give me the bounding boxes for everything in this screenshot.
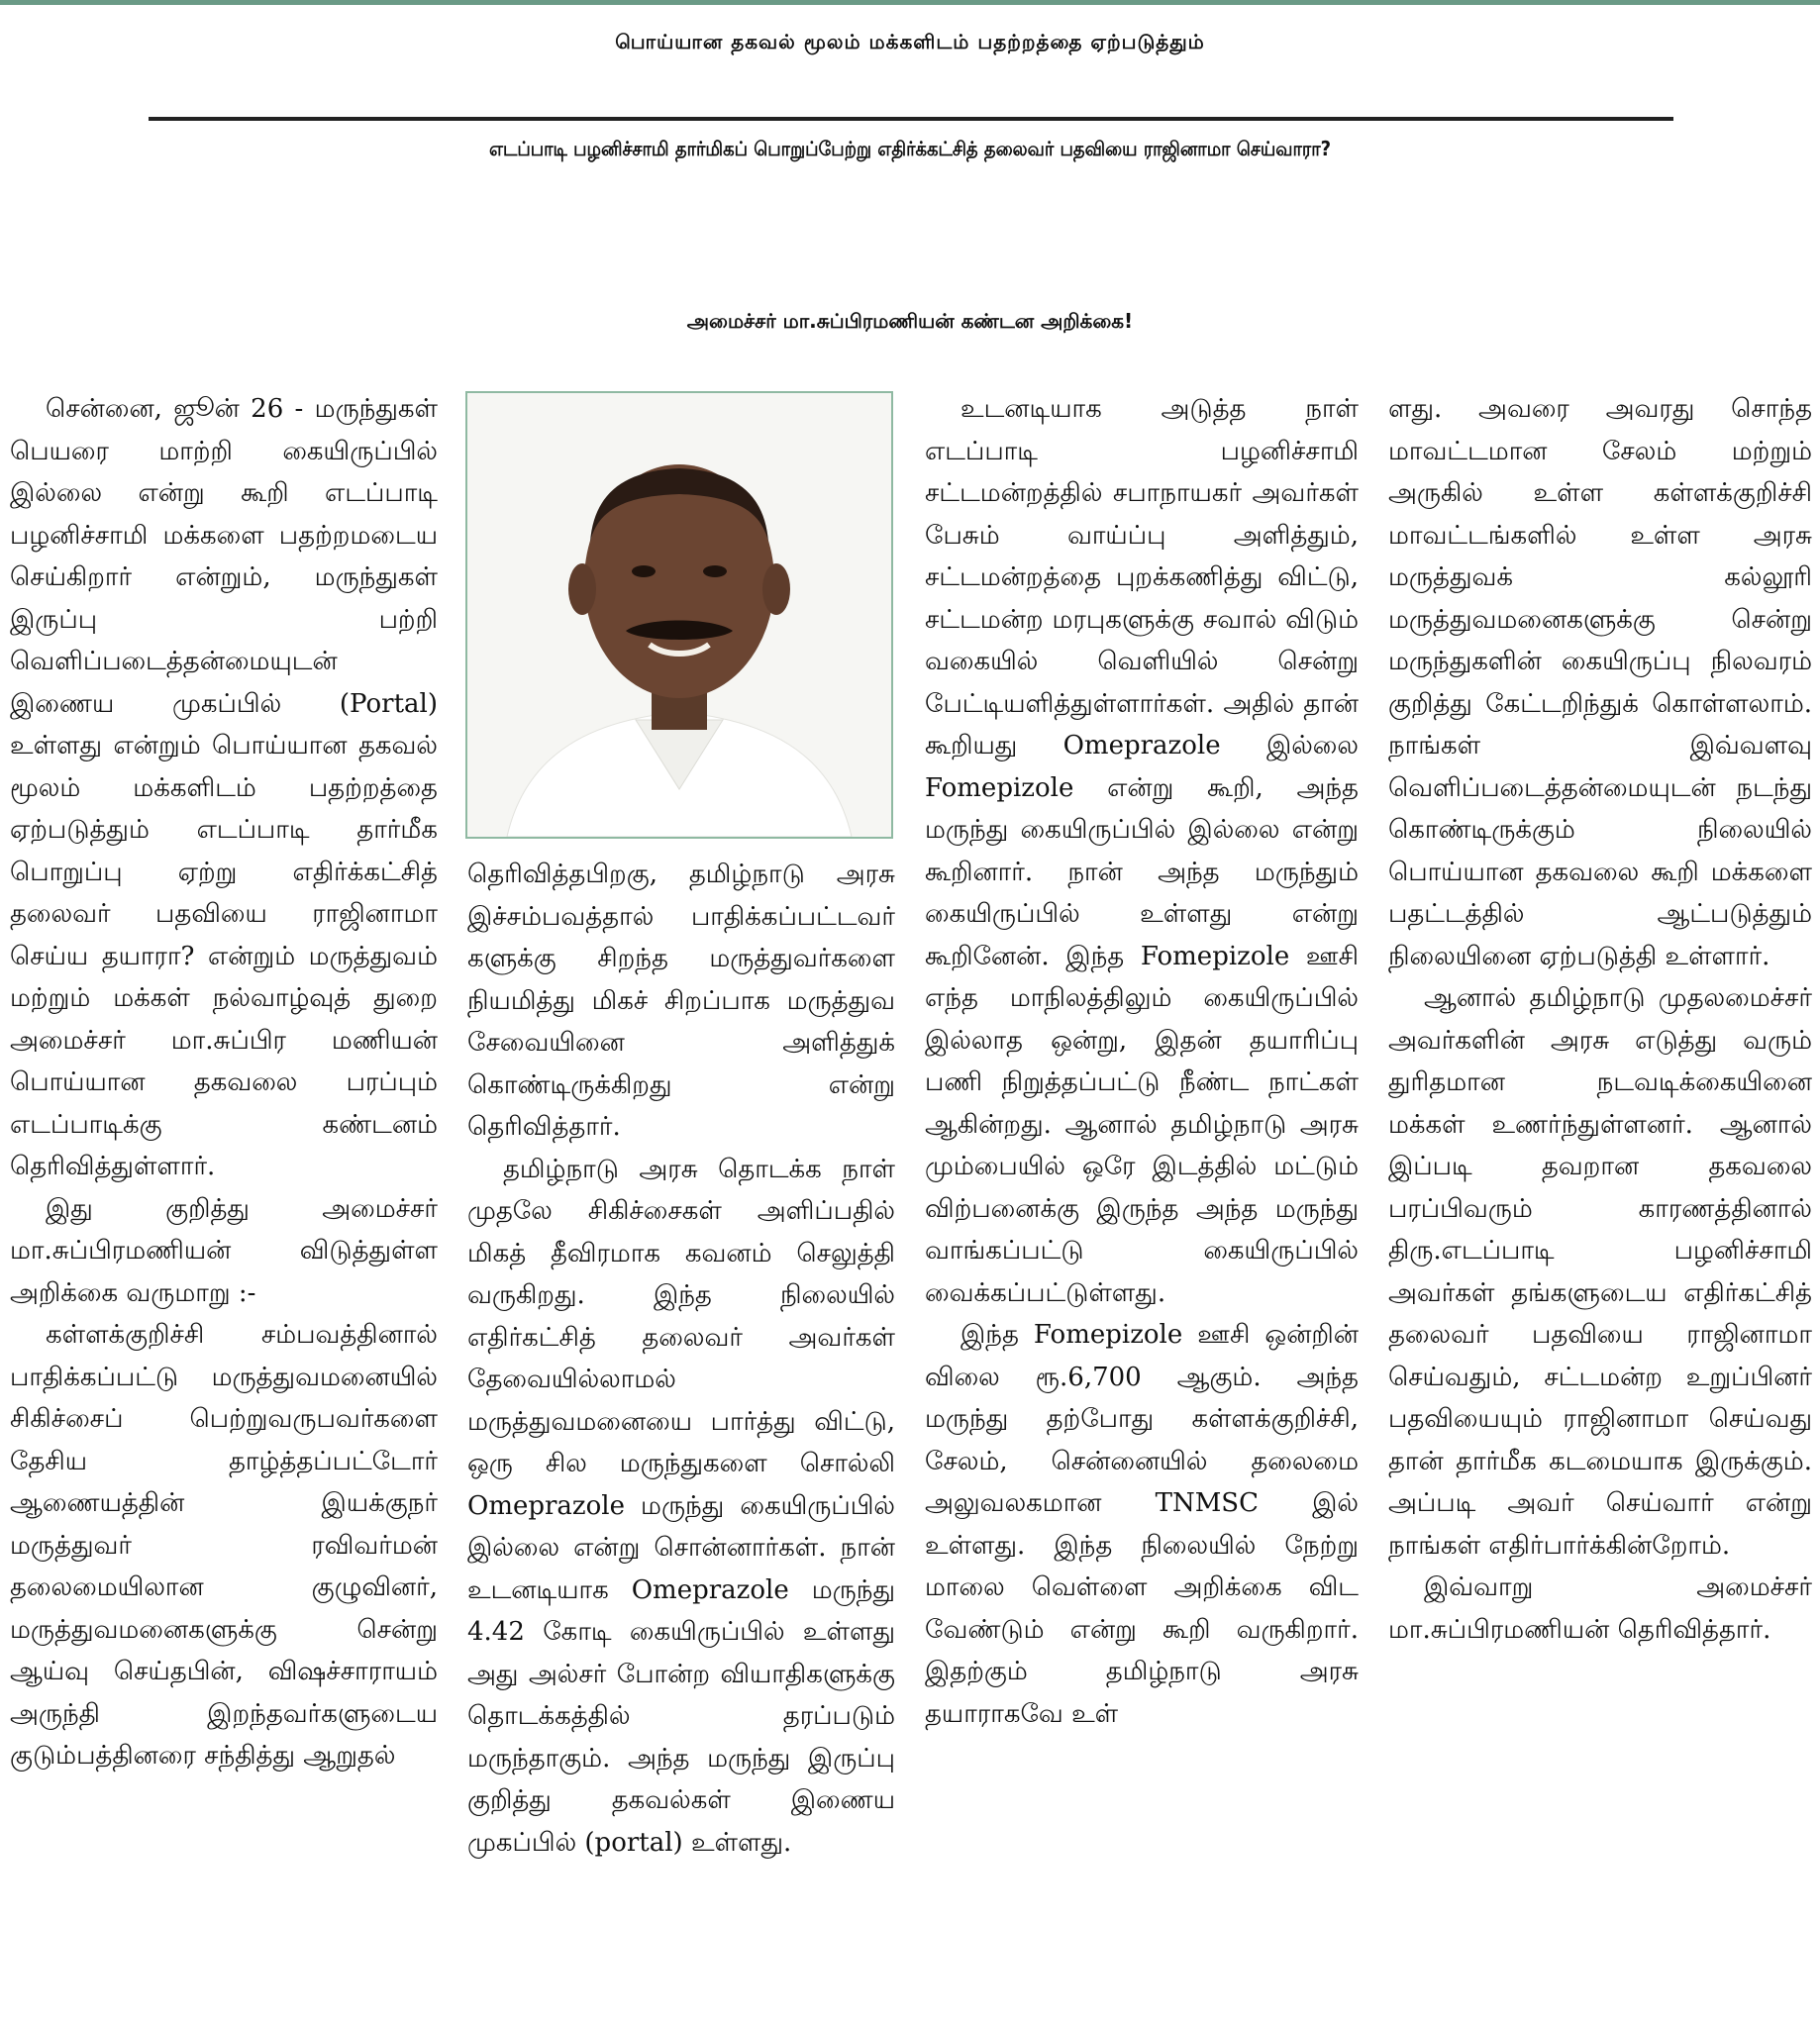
minister-photo [465,391,893,839]
headline-line-1: பொய்யான தகவல் மூலம் மக்களிடம் பதற்றத்தை ஏற்படுத்தும் [615,30,1205,53]
paragraph: இது குறித்து அமைச்சர் மா.சுப்பிரமணியன் விடுத்துள்ள அறிக்கை வருமாறு :- [10,1193,438,1308]
article-column-3 [925,388,1359,2022]
portrait-illustration [467,393,891,837]
paragraph: சென்னை, ஜூன் 26 - மருந்துகள் பெயரை மாற்றி கையிருப்பில் இல்லை என்று கூறி எடப்பாடி பழனிச்சாமி மக்களை பதற்றமடைய செய்கிறார் என்றும், மருந்துகள் இருப்பு பற்றி வெளிப்படைத்தன்மையுடன் இணைய முகப்பில் (Portal) உள்ளது என்றும் பொய்யான தகவல் மூலம் மக்களிடம் பதற்றத்தை ஏற்படுத்தும் எடப்பாடி தார்மீக பொறுப்பு ஏற்று எதிர்க்கட்சித் தலைவர் பதவியை ராஜினாமா செய்ய தயாரா? என்றும் மருத்துவம் மற்றும் மக்கள் நல்வாழ்வுத் துறை அமைச்சர் மா.சுப்பிர மணியன் பொய்யான தகவலை பரப்பும் எடப்பாடிக்கு கண்டனம் தெரிவித்துள்ளார். [10,394,438,1181]
paragraph: இவ்வாறு அமைச்சர் மா.சுப்பிரமணியன் தெரிவித்தார். [1388,1572,1812,1645]
paragraph: ஆனால் தமிழ்நாடு முதலமைச்சர் அவர்களின் அரசு எடுத்து வரும் துரிதமான நடவடிக்கையினை மக்கள் உணர்ந்துள்ளனர். ஆனால் இப்படி தவறான தகவலை பரப்பிவரும் காரணத்தினால் திரு.எடப்பாடி பழனிச்சாமி அவர்கள் தங்களுடைய எதிர்கட்சித் தலைவர் பதவியை ராஜினாமா செய்வதும், சட்டமன்ற உறுப்பினர் பதவியையும் ராஜினாமா செய்வது தான் தார்மீக கடமையாக இருக்கும். அப்படி அவர் செய்வார் என்று நாங்கள் எதிர்பார்க்கின்றோம். [1388,983,1812,1561]
article-column-2 [467,854,895,2022]
article-column-1 [10,388,438,2022]
headline-subtitle: அமைச்சர் மா.சுப்பிரமணியன் கண்டன அறிக்கை! [686,309,1134,333]
article-column-4 [1388,388,1812,2022]
paragraph: தமிழ்நாடு அரசு தொடக்க நாள் முதலே சிகிச்சைகள் அளிப்பதில் மிகத் தீவிரமாக கவனம் செலுத்தி வருகிறது. இந்த நிலையில் எதிர்கட்சித் தலைவர் அவர்கள் தேவையில்லாமல் மருத்துவமனையை பார்த்து விட்டு, ஒரு சில மருந்துகளை சொல்லி Omeprazole மருந்து கையிருப்பில் இல்லை என்று சொன்னார்கள். நான் உடனடியாக Omeprazole மருந்து 4.42 கோடி கையிருப்பில் உள்ளது அது அல்சர் போன்ற வியாதிகளுக்கு தொடக்கத்தில் தரப்படும் மருந்தாகும். அந்த மருந்து இருப்பு குறித்து தகவல்கள் இணைய முகப்பில் (portal) உள்ளது. [467,1154,895,1858]
headline-line-2: எடப்பாடி பழனிச்சாமி தார்மிகப் பொறுப்பேற்று எதிர்க்கட்சித் தலைவர் பதவியை ராஜினாமா செய்வாரா? [488,137,1332,160]
paragraph: ளது. அவரை அவரது சொந்த மாவட்டமான சேலம் மற்றும் அருகில் உள்ள கள்ளக்குறிச்சி மாவட்டங்களில் உள்ள அரசு மருத்துவக் கல்லூரி மருத்துவமனைகளுக்கு சென்று மருந்துகளின் கையிருப்பு நிலவரம் குறித்து கேட்டறிந்துக் கொள்ளலாம். நாங்கள் இவ்வளவு வெளிப்படைத்தன்மையுடன் நடந்து கொண்டிருக்கும் நிலையில் பொய்யான தகவலை கூறி மக்களை பதட்டத்தில் ஆட்படுத்தும் நிலையினை ஏற்படுத்தி உள்ளார். [1388,394,1812,971]
paragraph: கள்ளக்குறிச்சி சம்பவத்தினால் பாதிக்கப்பட்டு மருத்துவமனையில் சிகிச்சைப் பெற்றுவருபவர்களை தேசிய தாழ்த்தப்பட்டோர் ஆணையத்தின் இயக்குநர் மருத்துவர் ரவிவர்மன் தலைமையிலான குழுவினர், மருத்துவமனைகளுக்கு சென்று ஆய்வு செய்தபின், விஷச்சாராயம் அருந்தி இறந்தவர்களுடைய குடும்பத்தினரை சந்தித்து ஆறுதல் [10,1320,438,1771]
paragraph: இந்த Fomepizole ஊசி ஒன்றின் விலை ரூ.6,700 ஆகும். அந்த மருந்து தற்போது கள்ளக்குறிச்சி, சேலம், சென்னையில் தலைமை அலுவலகமான TNMSC இல் உள்ளது. இந்த நிலையில் நேற்று மாலை வெள்ளை அறிக்கை விட வேண்டும் என்று கூறி வருகிறார். இதற்கும் தமிழ்நாடு அரசு தயாராகவே உள் [925,1320,1359,1729]
headline-underline [149,117,1673,121]
paragraph: உடனடியாக அடுத்த நாள் எடப்பாடி பழனிச்சாமி சட்டமன்றத்தில் சபாநாயகர் அவர்கள் பேசும் வாய்ப்பு அளித்தும், சட்டமன்றத்தை புறக்கணித்து விட்டு, சட்டமன்ற மரபுகளுக்கு சவால் விடும் வகையில் வெளியில் சென்று பேட்டியளித்துள்ளார்கள். அதில் தான் கூறியது Omeprazole இல்லை Fomepizole என்று கூறி, அந்த மருந்து கையிருப்பில் இல்லை என்று கூறினார். நான் அந்த மருந்தும் கையிருப்பில் உள்ளது என்று கூறினேன். இந்த Fomepizole ஊசி எந்த மாநிலத்திலும் கையிருப்பில் இல்லாத ஒன்று, இதன் தயாரிப்பு பணி நிறுத்தப்பட்டு நீண்ட நாட்கள் ஆகின்றது. ஆனால் தமிழ்நாடு அரசு மும்பையில் ஒரே இடத்தில் மட்டும் விற்பனைக்கு இருந்த அந்த மருந்து வாங்கப்பட்டு கையிருப்பில் வைக்கப்பட்டுள்ளது. [925,394,1359,1308]
top-border-line [0,0,1820,5]
paragraph: தெரிவித்தபிறகு, தமிழ்நாடு அரசு இச்சம்பவத்தால் பாதிக்கப்பட்டவர் களுக்கு சிறந்த மருத்துவர்களை நியமித்து மிகச் சிறப்பாக மருத்துவ சேவையினை அளித்துக் கொண்டிருக்கிறது என்று தெரிவித்தார். [467,860,895,1142]
